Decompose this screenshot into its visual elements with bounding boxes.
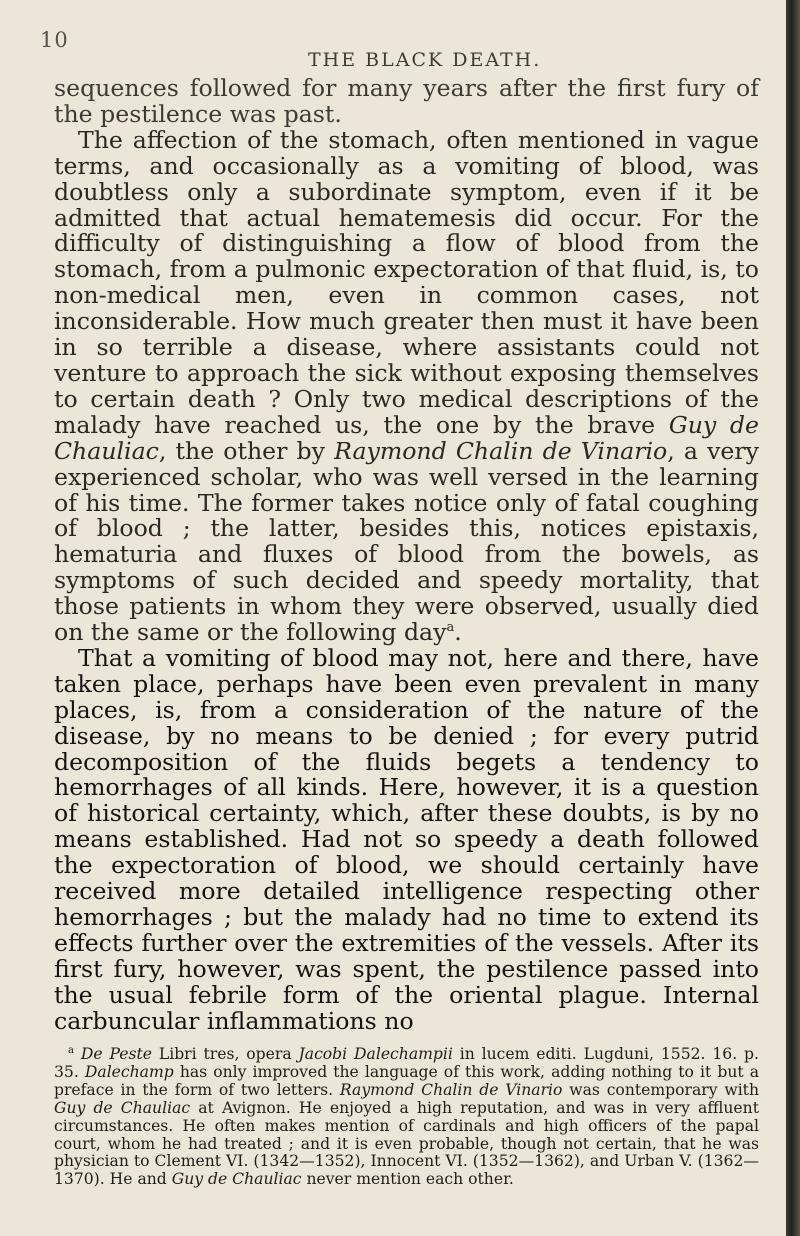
text-run	[74, 1045, 81, 1063]
text-run: , a very experienced scholar, who was well versed in the learning of his time. The former takes notice only of fatal coughing of blood ; the latter, besides this, notices epistaxis, hematuria and fluxes of blood from the bowels, as symptoms of such decided and speedy mortality, that those patients in whom they were observed, usually died on the same or the following day	[54, 436, 760, 647]
italic-name: Guy de Chauliac	[171, 1170, 302, 1189]
paragraph	[54, 643, 759, 1035]
text-run: .	[454, 618, 462, 647]
italic-name: Raymond Chalin de Vinario	[339, 1080, 563, 1099]
footnote-marker: a	[68, 1044, 74, 1056]
italic-name: Guy de Chauliac	[54, 410, 759, 465]
footnote	[54, 1046, 759, 1189]
italic-name: Raymond Chalin de Vinario	[334, 436, 668, 465]
italic-name: De Peste	[80, 1045, 152, 1063]
text-run: , the other by	[158, 436, 335, 465]
italic-name: Guy de Chauliac	[54, 1098, 191, 1117]
text-run: was contemporary with	[562, 1080, 759, 1099]
text-run: never mention each other.	[301, 1170, 514, 1189]
text-run: has only improved the language of this work, adding nothing to it but a preface in the form of two letters.	[54, 1062, 760, 1099]
text-run: Libri tres, opera	[151, 1045, 299, 1063]
body-text	[54, 76, 759, 1035]
text-run: The affection of the stomach, often mentioned in vague terms, and occasionally as a vomiting of blood, was doubtless only a subordinate symptom, even if it be admitted that actual hematemesis did occur. For the difficulty of distinguishing a flow of blood from the stomach, from a pulmonic expectoration of that fluid, is, to non-medical men, even in common cases, not inconsiderable. How much greater then must it have been in so terrible a disease, where assistants could not venture to approach the sick without exposing themselves to certain death ? Only two medical descriptions of the malady have reached us, the one by the brave	[54, 125, 759, 439]
footnotes	[54, 1046, 759, 1189]
text-run: That a vomiting of blood may not, here and there, have taken place, perhaps have been even prevalent in many places, is, from a consideration of the nature of the disease, by no means to be denied ; for every putrid decomposition of the fluids begets a tendency to hemorrhages of all kinds. Here, however, it is a question of historical certainty, which, after these doubts, is by no means established. Had not so speedy a death followed the expectoration of blood, we should certainly have received more detailed intelligence respecting other hemorrhages ; but the malady had no time to extend its effects further over the extremities of the vessels. After its first fury, however, was spent, the pestilence passed into the usual febrile form of the oriental plague. Internal carbuncular inflammations no	[54, 643, 759, 1035]
paragraph	[54, 76, 759, 128]
italic-name: Dalechamp	[84, 1062, 174, 1081]
text-run: sequences followed for many years after the first fury of the pestilence was past.	[54, 74, 759, 128]
running-head: THE BLACK DEATH.	[308, 49, 542, 71]
text-run: in lucem editi. Lugduni, 1552. 16. p. 35.	[54, 1045, 759, 1081]
page-header	[0, 28, 786, 71]
text-run: at Avignon. He enjoyed a high reputation, and was in very affluent circumstances. He often makes mention of cardinals and high officers of the papal court, whom he had treated ; and it is even probable, though not certain, that he was physician to Clement VI. (1342—1352), Innocent VI. (1352—1362), and Urban V. (1362—1370). He and	[54, 1098, 759, 1189]
page-number: 10	[40, 28, 69, 52]
page-edge-shadow	[786, 0, 800, 1236]
paragraph	[54, 125, 760, 647]
italic-name: Jacobi Dalechampii	[298, 1045, 453, 1063]
footnote-marker: a	[446, 620, 455, 636]
